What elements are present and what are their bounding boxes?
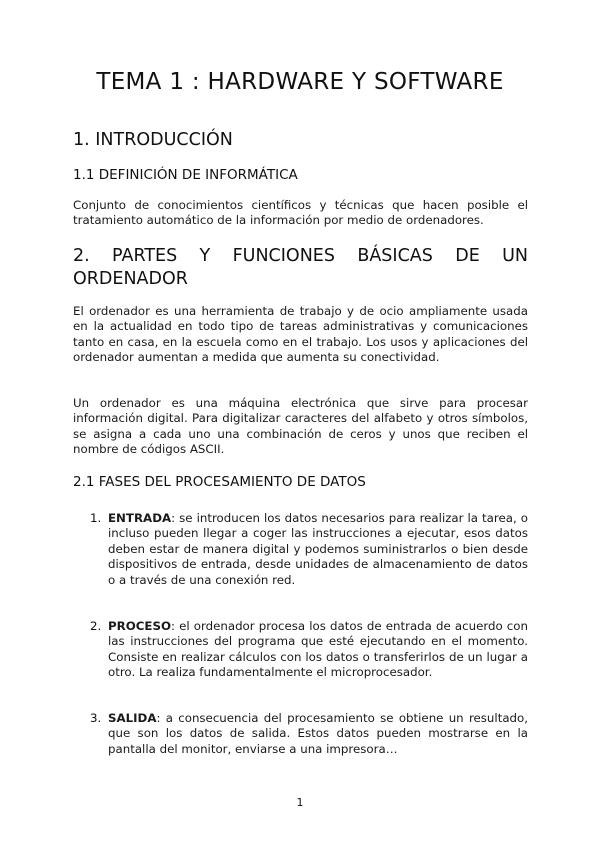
paragraph-ordenador-definicion: Un ordenador es una máquina electrónica que sirve para procesar información digital. Para digitalizar caracteres del alfabeto y otros símbolos, se asigna a cada uno una combinación de ceros y unos que reciben el nombre de códigos ASCII. bbox=[73, 396, 528, 457]
list-item-keyword: PROCESO bbox=[108, 619, 171, 633]
subsection-heading-fases: 2.1 FASES DEL PROCESAMIENTO DE DATOS bbox=[73, 474, 366, 490]
document-title: TEMA 1 : HARDWARE Y SOFTWARE bbox=[96, 69, 504, 95]
section-heading-partes-line2: ORDENADOR bbox=[73, 269, 188, 289]
list-item-body bbox=[108, 511, 528, 588]
paragraph-ordenador-uso: El ordenador es una herramienta de trabajo y de ocio ampliamente usada en la actualidad en todo tipo de tareas administrativas y comunicaciones tanto en casa, en la escuela como en el trabajo. Los usos y aplicaciones del ordenador aumentan a medida que aumenta su conectividad. bbox=[73, 304, 528, 365]
section-heading-partes-line1: 2. PARTES Y FUNCIONES BÁSICAS DE UN bbox=[73, 246, 528, 266]
list-item-number: 2. bbox=[90, 619, 102, 633]
subsection-heading-definicion: 1.1 DEFINICIÓN DE INFORMÁTICA bbox=[73, 167, 298, 183]
paragraph-definicion: Conjunto de conocimientos científicos y técnicas que hacen posible el tratamiento automático de la información por medio de ordenadores. bbox=[73, 198, 528, 228]
section-heading-introduccion: 1. INTRODUCCIÓN bbox=[73, 130, 233, 150]
list-item-body bbox=[108, 711, 528, 757]
list-item-number: 1. bbox=[90, 511, 102, 525]
list-item-text: : el ordenador procesa los datos de entrada de acuerdo con las instrucciones del programa que esté ejecutando en el momento. Consiste en realizar cálculos con los datos o transferirlos de un lugar a otro. La realiza fundamentalmente el microprocesador. bbox=[108, 619, 528, 680]
page-number: 1 bbox=[296, 796, 304, 809]
section-heading-partes bbox=[73, 245, 528, 291]
list-item-text: : a consecuencia del procesamiento se obtiene un resultado, que son los datos de salida. Estos datos pueden mostrarse en la pantalla del monitor, enviarse a una impresora… bbox=[108, 711, 528, 756]
list-item-keyword: SALIDA bbox=[108, 711, 157, 725]
list-item-keyword: ENTRADA bbox=[108, 511, 172, 525]
list-item-text: : se introducen los datos necesarios para realizar la tarea, o incluso pueden llegar a coger las instrucciones a ejecutar, esos datos deben estar de manera digital y podemos suministrarlos o bien desde dispositivos de entrada, desde unidades de almacenamiento de datos o a través de una conexión red. bbox=[108, 511, 528, 587]
list-item-body bbox=[108, 619, 528, 681]
list-item-number: 3. bbox=[90, 711, 102, 725]
